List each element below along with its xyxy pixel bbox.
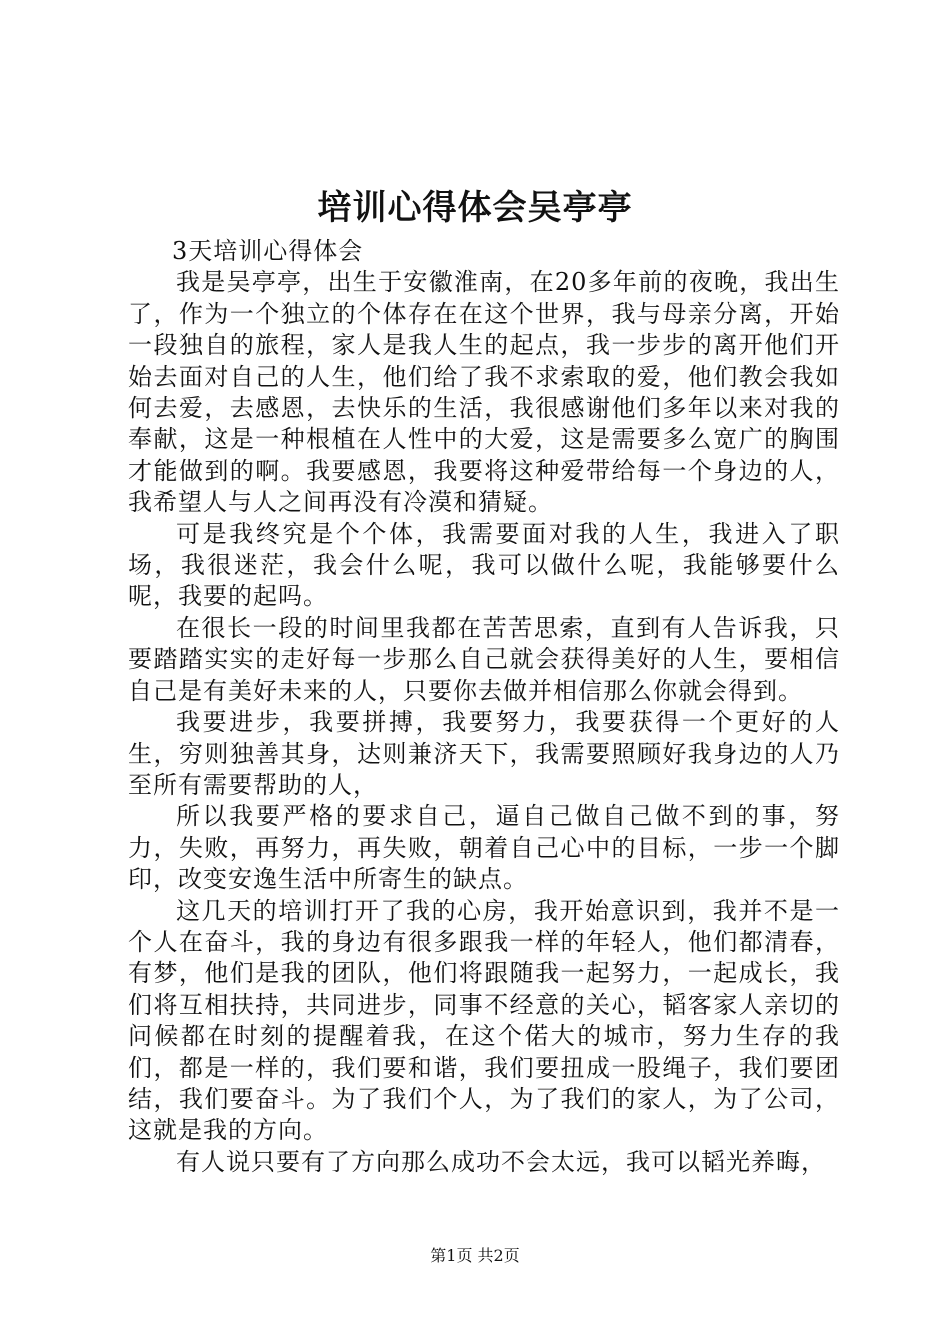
paragraph-2: 可是我终究是个个体，我需要面对我的人生，我进入了职场，我很迷茫，我会什么呢，我可以做什么呢，我能够要什么呢，我要的起吗。	[128, 519, 840, 611]
paragraph-5: 所以我要严格的要求自己，逼自己做自己做不到的事，努力，失败，再努力，再失败，朝着自己心中的目标，一步一个脚印，改变安逸生活中所寄生的缺点。	[128, 802, 840, 894]
paragraph-1: 我是吴亭亭，出生于安徽淮南，在20多年前的夜晚，我出生了，作为一个独立的个体存在在这个世界，我与母亲分离，开始一段独自的旅程，家人是我人生的起点，我一步步的离开他们开始去面对自己的人生，他们给了我不求索取的爱，他们教会我如何去爱，去感恩，去快乐的生活，我很感谢他们多年以来对我的奉献，这是一种根植在人性中的大爱，这是需要多么宽广的胸围才能做到的啊。我要感恩，我要将这种爱带给每一个身边的人，我希望人与人之间再没有冷漠和猜疑。	[128, 268, 840, 517]
paragraph-4: 我要进步，我要拼搏，我要努力，我要获得一个更好的人生，穷则独善其身，达则兼济天下，我需要照顾好我身边的人乃至所有需要帮助的人，	[128, 708, 840, 799]
paragraph-6: 这几天的培训打开了我的心房，我开始意识到，我并不是一个人在奋斗，我的身边有很多跟我一样的年轻人，他们都清春，有梦，他们是我的团队，他们将跟随我一起努力，一起成长，我们将互相扶持，共同进步，同事不经意的关心，韬客家人亲切的问候都在时刻的提醒着我，在这个偌大的城市，努力生存的我们，都是一样的，我们要和谐，我们要扭成一股绳子，我们要团结，我们要奋斗。为了我们个人，为了我们的家人，为了公司，这就是我的方向。	[128, 896, 840, 1145]
document-title: 培训心得体会吴亭亭	[317, 188, 633, 228]
paragraph-3: 在很长一段的时间里我都在苦苦思索，直到有人告诉我，只要踏踏实实的走好每一步那么自己就会获得美好的人生，要相信自己是有美好未来的人，只要你去做并相信那么你就会得到。	[128, 613, 840, 705]
document-subtitle: 3天培训心得体会	[172, 237, 364, 265]
paragraph-7: 有人说只要有了方向那么成功不会太远，我可以韬光养晦，	[176, 1147, 826, 1176]
page-footer: 第1页 共2页	[430, 1246, 520, 1265]
document-body	[128, 236, 840, 1178]
